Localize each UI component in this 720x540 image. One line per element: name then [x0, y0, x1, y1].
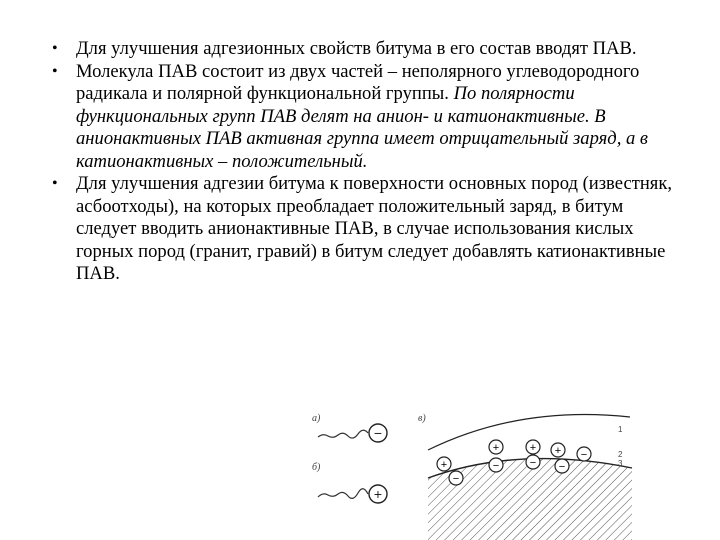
charge-symbol: −: [492, 460, 500, 472]
figure-number-1: 1: [618, 425, 623, 434]
bullet-text-1: Для улучшения адгезионных свойств битума в его состав вводят ПАВ.: [76, 38, 637, 59]
bullet-text-3: Для улучшения адгезии битума к поверхности основных пород (известняк, асбоотходы), на которых преобладает положительный заряд, в битум следует вводить анионактивные ПАВ, в случае использования кислых горных пород (гранит, гравий) в битум следует добавлять катионактивные ПАВ.: [76, 173, 673, 284]
charge-symbol: +: [529, 442, 537, 454]
bullet-marker: •: [52, 40, 58, 57]
bullet-text-2-italic: По полярности функциональных групп ПАВ делят на анион- и катионактивные. В анионактивных ПАВ активная группа имеет отрицательный заряд, а в катионактивных – положительный.: [76, 83, 649, 172]
charge-symbol: −: [452, 473, 460, 485]
figure-label-b: б): [312, 462, 321, 473]
charge-symbol: +: [492, 442, 500, 454]
bullet-marker: •: [52, 62, 58, 80]
figure-label-c: в): [418, 413, 426, 424]
charge-symbol: −: [580, 449, 588, 461]
charge-symbol: +: [554, 445, 562, 457]
charge-symbol: −: [529, 457, 537, 469]
bullet-text-2: Молекула ПАВ состоит из двух частей – неполярного углеводородного радикала и полярной функциональной группы.: [76, 60, 640, 104]
bullet-marker: •: [52, 175, 58, 192]
charge-symbol: +: [440, 459, 448, 471]
figure-number-2: 2: [618, 450, 623, 459]
plus-sign: +: [373, 486, 383, 502]
minus-sign: −: [373, 425, 383, 441]
hydrocarbon-tail-b: [318, 489, 368, 499]
mineral-surface-hatched: [428, 459, 632, 540]
charge-symbol: −: [558, 461, 566, 473]
figure-label-a: а): [312, 413, 321, 424]
figure-number-3: 3: [618, 459, 623, 468]
hydrocarbon-tail-a: [318, 430, 368, 438]
